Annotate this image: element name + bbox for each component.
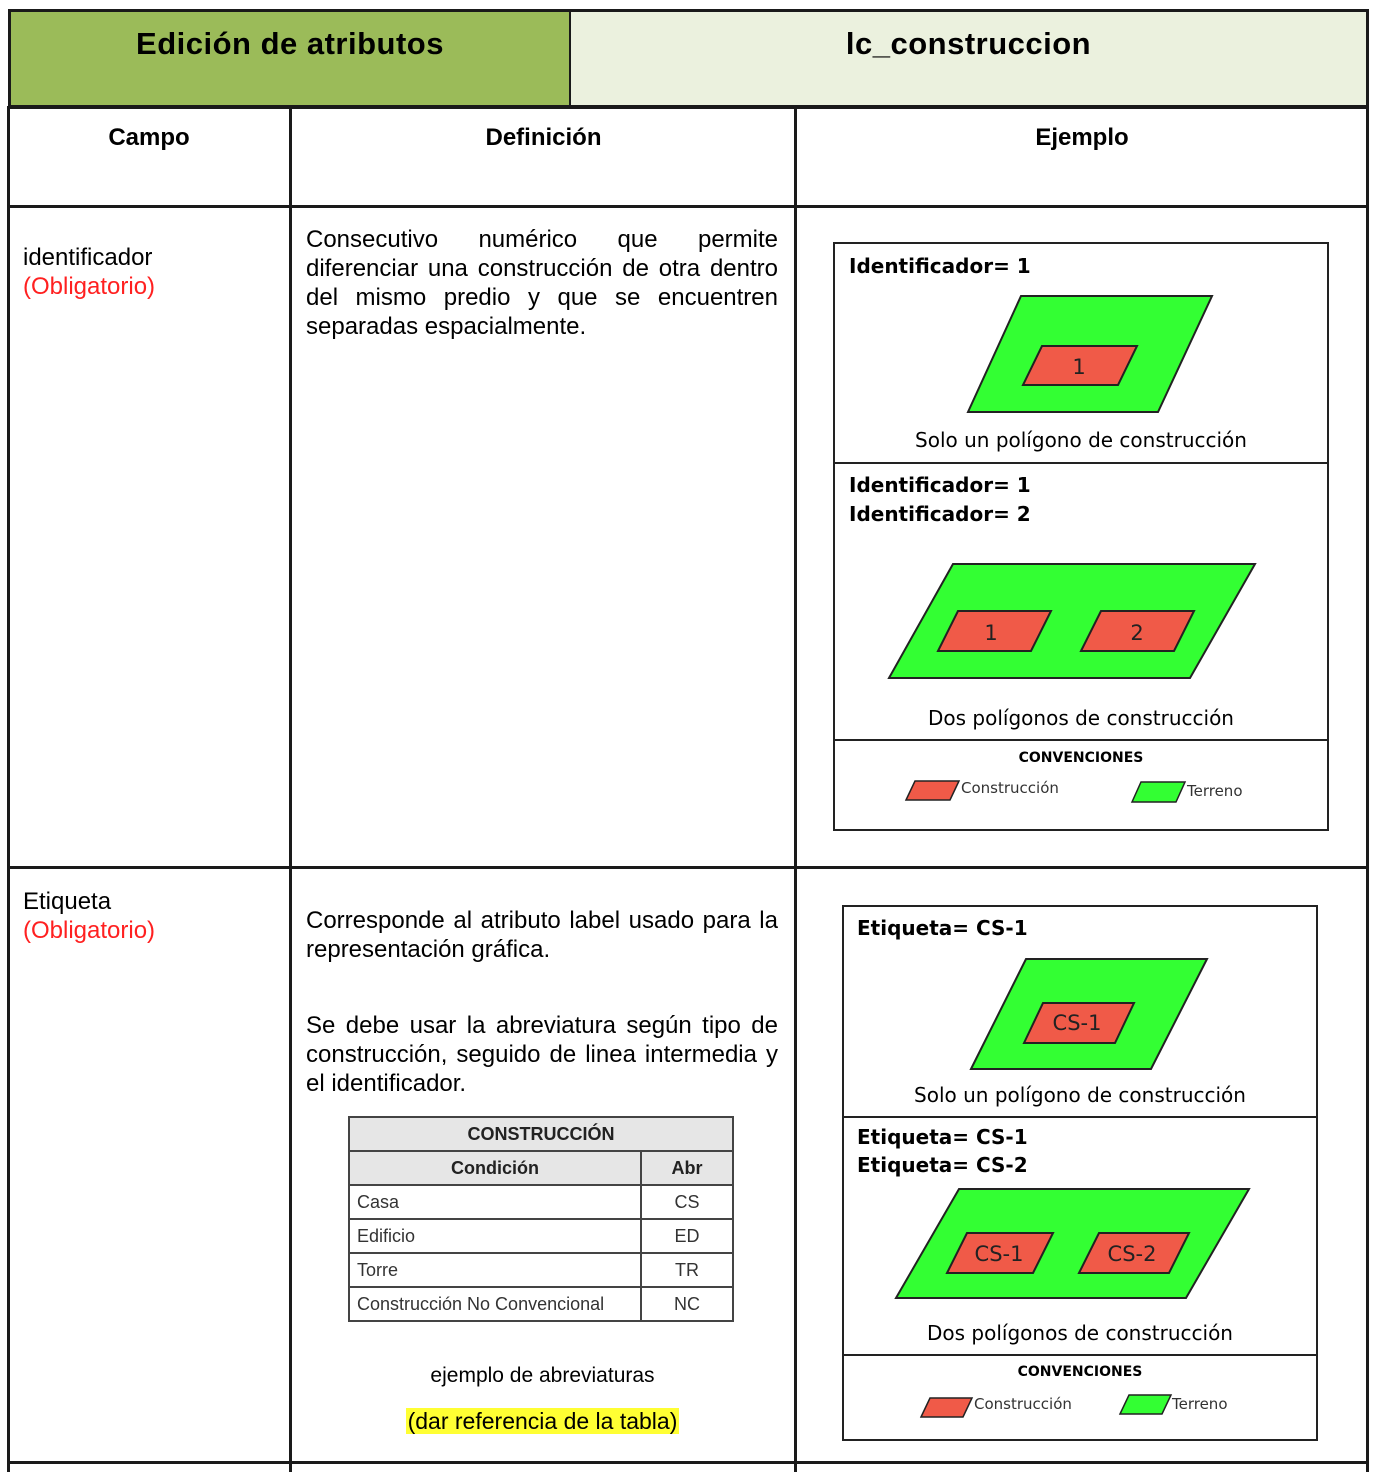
table-row (349, 1287, 733, 1321)
table-cell: Casa (349, 1185, 641, 1219)
legend-construction-swatch (906, 781, 959, 800)
header-section-title: Edición de atributos (136, 26, 444, 61)
polygon-label: 2 (1130, 621, 1144, 645)
example-label: Identificador= 1 (849, 254, 1031, 278)
legend-terrain-swatch (1120, 1395, 1171, 1414)
legend-terrain-swatch (1132, 782, 1185, 802)
grid-line (794, 106, 797, 1472)
field-name-text: Etiqueta (23, 888, 112, 915)
panel-divider (835, 462, 1327, 464)
example-label: Etiqueta= CS-2 (857, 1153, 1028, 1177)
example-caption: Dos polígonos de construcción (928, 706, 1234, 730)
polygon-label: 1 (984, 621, 998, 645)
field-definition-p2: Se debe usar la abreviatura según tipo de construcción, seguido de linea intermedia y el identificador. (306, 1012, 778, 1097)
field-name (23, 243, 155, 301)
polygon-label: CS-2 (1107, 1242, 1157, 1266)
header-layer-title: lc_construccion (845, 26, 1092, 61)
conventions-title: CONVENCIONES (1017, 1364, 1143, 1380)
table-cell: Torre (349, 1253, 641, 1287)
example-figure-identificador (833, 242, 1329, 831)
field-name-text: identificador (23, 244, 153, 271)
terrain-polygon (889, 564, 1255, 678)
abbreviation-table-title: CONSTRUCCIÓN (349, 1117, 733, 1151)
legend-construction-swatch (921, 1398, 972, 1417)
table-caption: ejemplo de abreviaturas (430, 1364, 655, 1387)
reference-note (290, 1408, 795, 1435)
terrain-polygon (896, 1189, 1249, 1298)
panel-divider (835, 739, 1327, 741)
grid-line (8, 1461, 1369, 1464)
required-label: (Obligatorio) (23, 273, 156, 300)
table-row (349, 1219, 733, 1253)
header-layer-cell (569, 9, 1369, 108)
polygon-label: CS-1 (974, 1242, 1024, 1266)
legend-construction-label: Construcción (961, 779, 1059, 797)
table-row (349, 1185, 733, 1219)
legend-terrain-label: Terreno (1172, 1395, 1228, 1413)
polygon-label: CS-1 (1052, 1011, 1102, 1035)
grid-line (7, 106, 10, 1472)
legend-terrain-label: Terreno (1187, 782, 1243, 800)
field-definition: Consecutivo numérico que permite diferenciar una construcción de otra dentro del mismo predio y que se encuentren separadas espacialmente. (306, 226, 778, 340)
grid-line (8, 205, 1369, 208)
column-header-definition: Definición (485, 124, 602, 151)
abbreviation-table-header: Condición (349, 1151, 641, 1185)
table-cell: NC (641, 1287, 733, 1321)
polygon-label: 1 (1072, 355, 1086, 379)
reference-note-text: (dar referencia de la tabla) (407, 1408, 678, 1434)
example-caption: Dos polígonos de construcción (927, 1321, 1233, 1345)
grid-line (1366, 106, 1369, 1472)
table-cell: TR (641, 1253, 733, 1287)
table-cell: ED (641, 1219, 733, 1253)
example-label: Etiqueta= CS-1 (857, 916, 1028, 940)
field-name (23, 887, 155, 945)
grid-line (8, 106, 1369, 109)
grid-line (289, 106, 292, 1472)
column-header-example: Ejemplo (1035, 124, 1129, 151)
example-figure-etiqueta (842, 905, 1318, 1441)
header-section-cell (8, 9, 571, 108)
example-label: Etiqueta= CS-1 (857, 1125, 1028, 1149)
example-label: Identificador= 2 (849, 502, 1031, 526)
table-cell: Edificio (349, 1219, 641, 1253)
example-shapes (835, 244, 1331, 833)
panel-divider (844, 1116, 1316, 1118)
example-label: Identificador= 1 (849, 473, 1031, 497)
legend-construction-label: Construcción (974, 1395, 1072, 1413)
abbreviation-table-header: Abr (641, 1151, 733, 1185)
grid-line (8, 866, 1369, 869)
column-header-field: Campo (108, 124, 190, 151)
table-cell: CS (641, 1185, 733, 1219)
example-caption: Solo un polígono de construcción (915, 428, 1247, 452)
panel-divider (844, 1354, 1316, 1356)
field-definition-p1: Corresponde al atributo label usado para la representación gráfica. (306, 907, 778, 963)
example-caption: Solo un polígono de construcción (914, 1083, 1246, 1107)
abbreviation-table (348, 1116, 734, 1322)
conventions-title: CONVENCIONES (1018, 750, 1144, 766)
table-cell: Construcción No Convencional (349, 1287, 641, 1321)
table-row (349, 1253, 733, 1287)
required-label: (Obligatorio) (23, 917, 156, 944)
